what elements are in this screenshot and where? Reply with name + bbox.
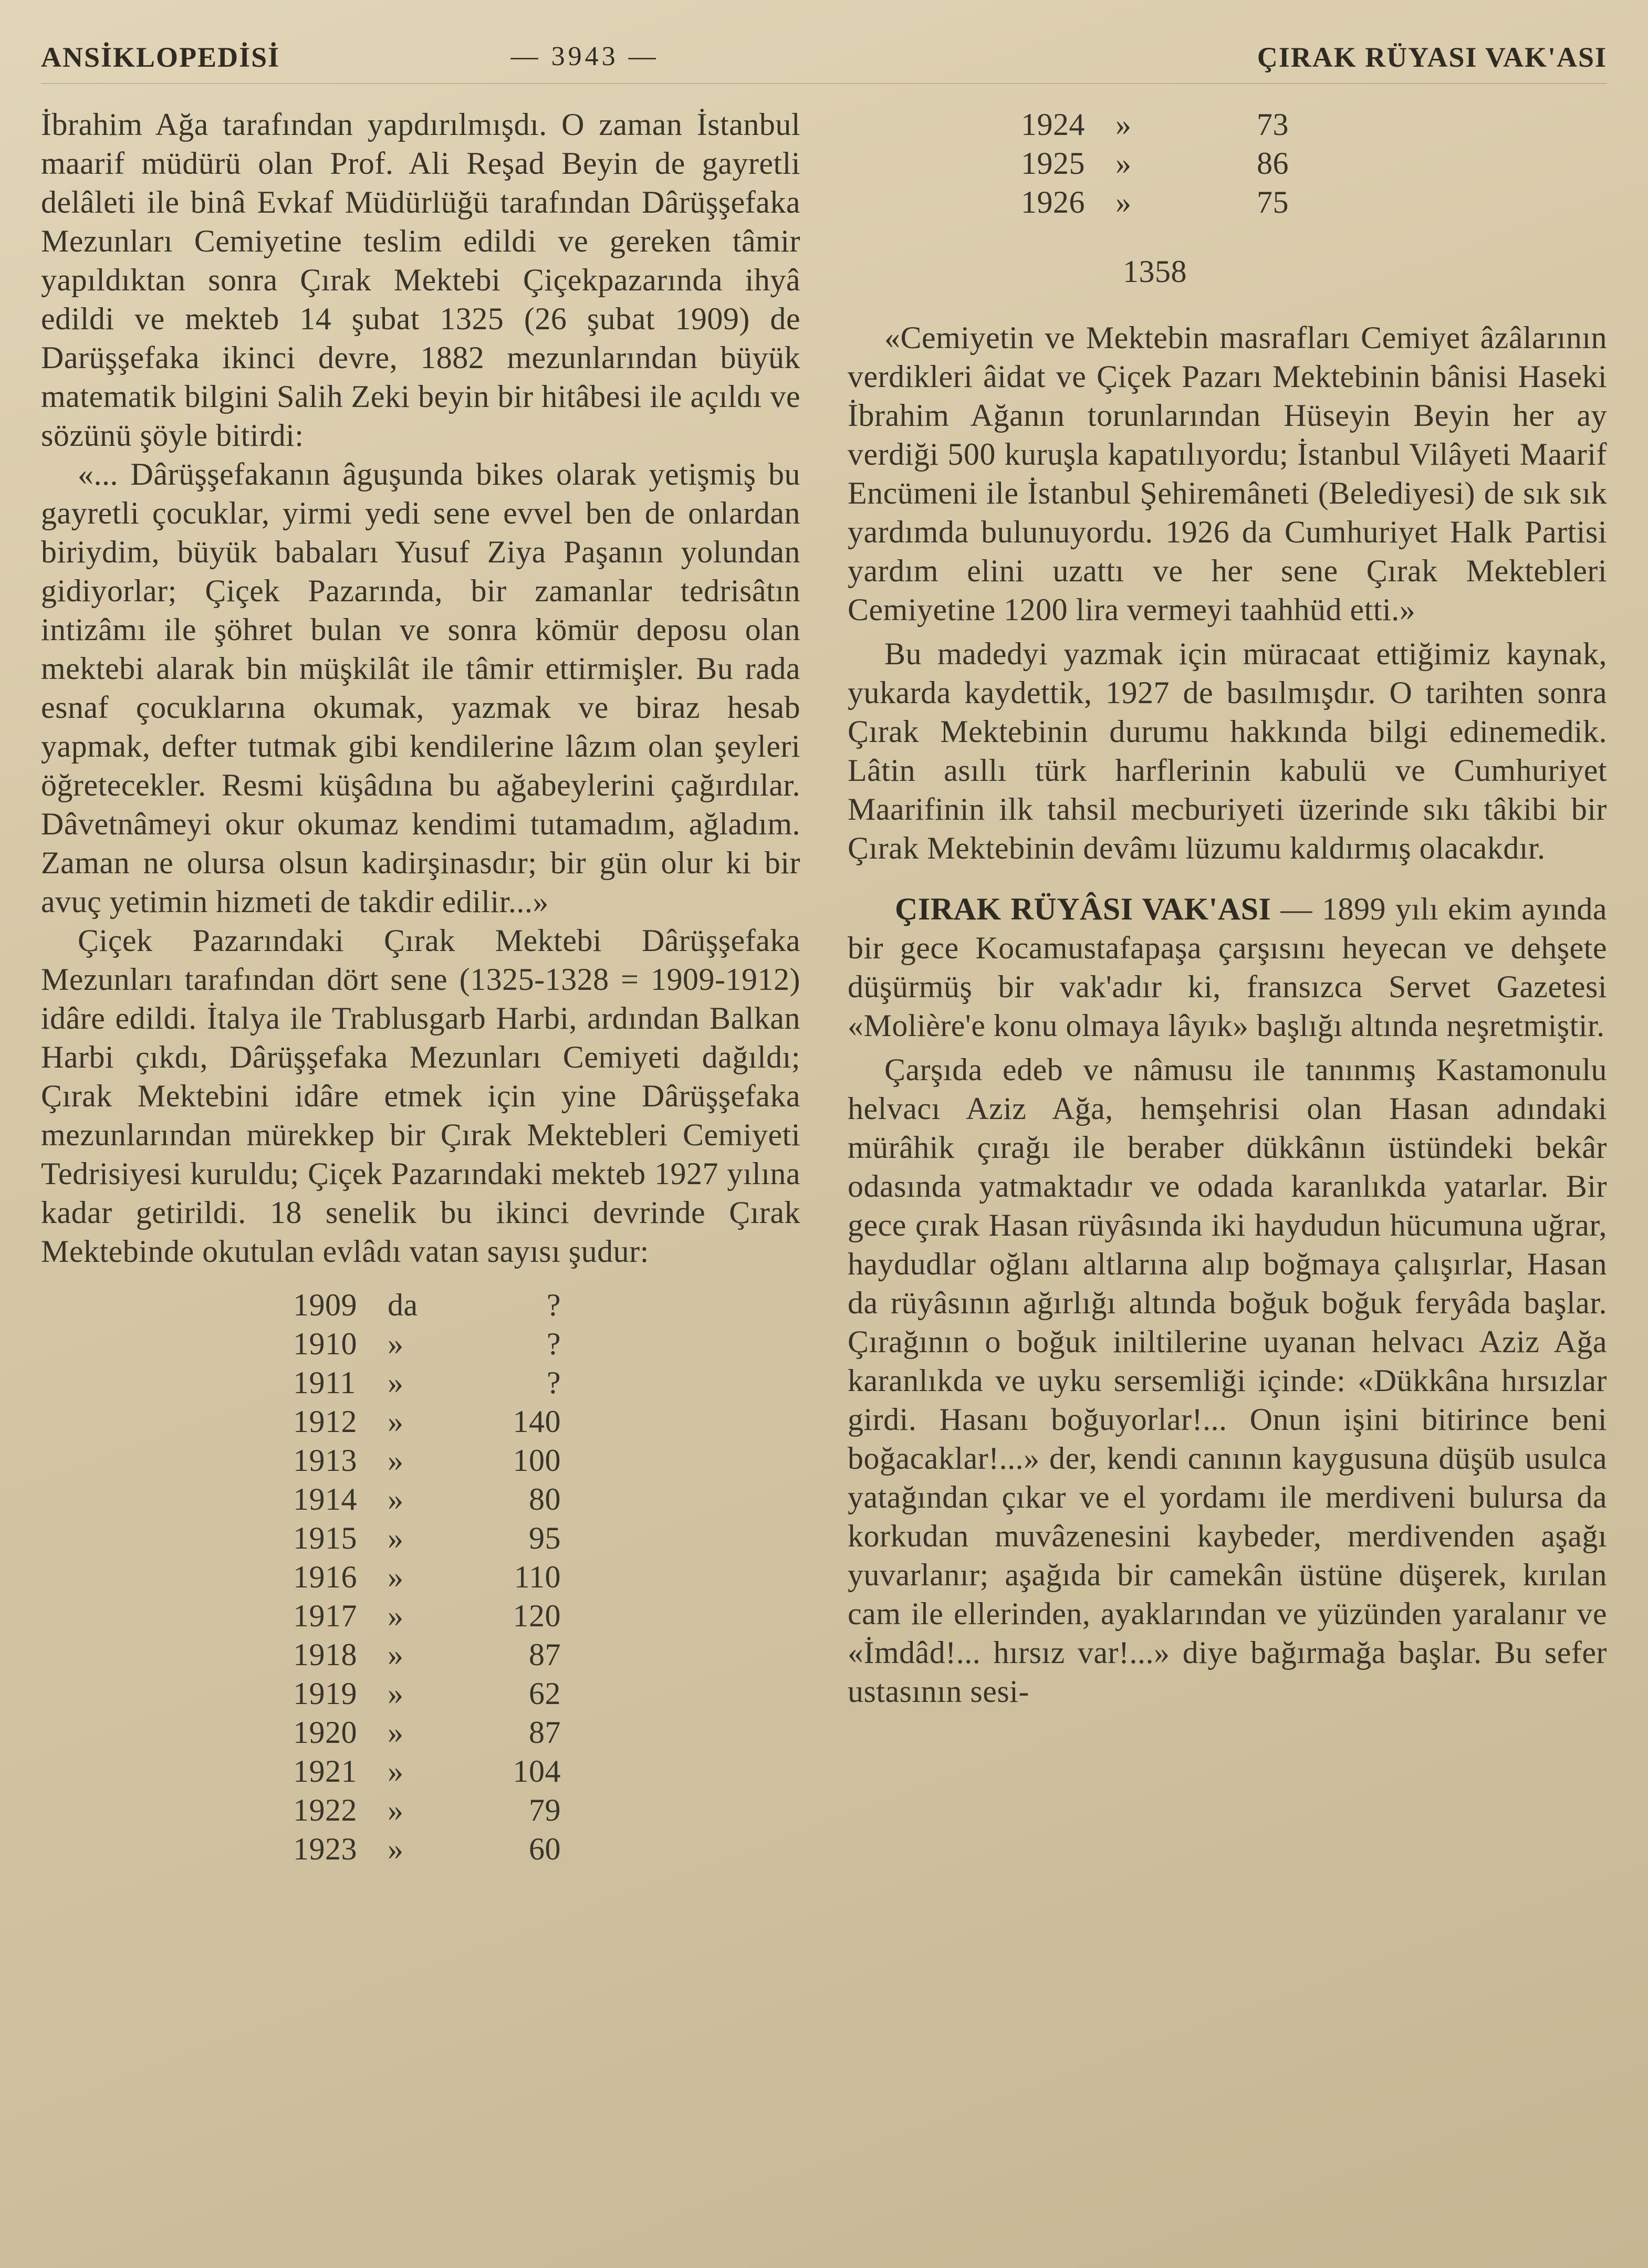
separator-cell: » (388, 1832, 404, 1866)
count-cell: 140 (513, 1404, 561, 1439)
table-row (293, 1713, 800, 1752)
student-count-table-continued (848, 105, 1607, 222)
student-count-total: 1358 (1123, 254, 1187, 289)
paragraph: Bu madedyi yazmak için müracaat ettiğimiz kaynak, yukarda kaydettik, 1927 de basılmışdır. O tarihten sonra Çırak Mektebinin durumu hakkında bilgi edinemedik. Lâtin asıllı türk harflerinin kabulü ve Cumhuriyet Maarifinin ilk tahsil mecburiyeti üzerinde sıkı tâkibi bir Çırak Mektebinin devâmı lüzumu kaldırmış olacakdır. (848, 636, 1607, 865)
count-cell: 73 (1257, 107, 1289, 142)
count-cell: 80 (529, 1482, 561, 1517)
separator-cell: » (388, 1443, 404, 1478)
year-cell: 1913 (293, 1443, 357, 1478)
separator-cell: » (388, 1521, 404, 1555)
table-row (293, 1596, 800, 1635)
page-number: — 3943 — (510, 41, 659, 71)
separator-cell: » (1115, 146, 1132, 181)
table-row (1021, 144, 1607, 183)
separator-cell: » (388, 1482, 404, 1517)
separator-cell: » (388, 1404, 404, 1439)
count-cell: 104 (513, 1754, 561, 1789)
table-row (293, 1674, 800, 1713)
count-cell: 87 (529, 1715, 561, 1750)
year-cell: 1914 (293, 1482, 357, 1517)
year-cell: 1926 (1021, 185, 1085, 220)
count-cell: 62 (529, 1676, 561, 1711)
year-cell: 1922 (293, 1793, 357, 1827)
paragraph: Çiçek Pazarındaki Çırak Mektebi Dârüşşefaka Mezunları tarafından dört sene (1325-1328 = 1909-1912) idâre edildi. İtalya ile Trablusgarb Harbi, ardından Balkan Harbi çıkdı, Dârüşşefaka Mezunları Cemiyeti dağıldı; Çırak Mektebini idâre etmek için yine Dârüşşefaka mezunlarından mürekkep bir Çırak Mektebleri Cemiyeti Tedrisiyesi kuruldu; Çiçek Pazarındaki mekteb 1927 yılına kadar getirildi. 18 senelik bu ikinci devrinde Çırak Mektebinde okutulan evlâdı vatan sayısı şudur: (41, 923, 800, 1269)
table-row (1021, 105, 1607, 144)
year-cell: 1916 (293, 1560, 357, 1594)
count-cell: 86 (1257, 146, 1289, 181)
year-cell: 1919 (293, 1676, 357, 1711)
separator-cell: » (388, 1676, 404, 1711)
student-count-table (41, 1285, 800, 1868)
separator-cell: » (388, 1637, 404, 1672)
table-row (293, 1635, 800, 1674)
left-column (41, 105, 800, 1868)
year-cell: 1912 (293, 1404, 357, 1439)
paragraph: Çarşıda edeb ve nâmusu ile tanınmış Kastamonulu helvacı Aziz Ağa, hemşehrisi olan Hasan adındaki mürâhik çırağı ile beraber dükkânın üstündeki bekâr odasında yatmaktadır ve odada karanlıkda yatarlar. Bir gece çırak Hasan rüyâsında iki haydudun hücumuna uğrar, haydudlar oğlanı altlarına alıp boğmaya çalışırlar, Hasan da rüyâsının ağırlığı altında boğuk boğuk feryâda başlar. Çırağının o boğuk iniltilerine uyanan helvacı Aziz Ağa karanlıkda ve uyku sersemliği içinde: «Dükkâna hırsızlar girdi. Hasanı boğuyorlar!... Onun işini bitirince beni boğacaklar!...» der, kendi canının kaygusuna düşüb usulca yatağından çıkar ve el yordamı ile merdiveni bulursa da korkudan muvâzenesini kaybeder, merdivenden aşağı yuvarlanır; aşağıda bir camekân üstüne düşerek, kırılan cam ile ellerinden, ayaklarından ve yüzünden yaralanır ve «İmdâd!... hırsız var!...» diye bağırmağa başlar. Bu sefer ustasının sesi- (848, 1052, 1607, 1709)
separator-cell: » (388, 1326, 404, 1361)
count-cell: 110 (514, 1560, 561, 1594)
separator-cell: » (388, 1793, 404, 1827)
year-cell: 1923 (293, 1832, 357, 1866)
running-title-right: ÇIRAK RÜYASI VAK'ASI (1257, 41, 1607, 73)
separator-cell: » (388, 1560, 404, 1594)
table-row (1021, 183, 1607, 222)
table-row (293, 1363, 800, 1402)
count-cell: 60 (529, 1832, 561, 1866)
separator-cell: » (1115, 107, 1132, 142)
count-cell: 87 (529, 1637, 561, 1672)
year-cell: 1909 (293, 1288, 357, 1322)
year-cell: 1924 (1021, 107, 1085, 142)
table-row (293, 1324, 800, 1363)
count-cell: 120 (513, 1598, 561, 1633)
running-title-left: ANSİKLOPEDİSİ (41, 41, 280, 73)
count-cell: ? (546, 1365, 561, 1400)
paragraph: «Cemiyetin ve Mektebin masrafları Cemiyet âzâlarının verdikleri âidat ve Çiçek Pazarı Mektebinin bânisi Haseki İbrahim Ağanın torunlarından Hüseyin Beyin her ay verdiği 500 kuruşla kapatılıyordu; İstanbul Vilâyeti Maarif Encümeni ile İstanbul Şehiremâneti (Belediyesi) de sık sık yardımda bulunuyordu. 1926 da Cumhuriyet Halk Partisi yardım elini uzattı ve her sene Çırak Mektebleri Cemiyetine 1200 lira vermeyi taahhüd etti.» (848, 320, 1607, 627)
table-row (293, 1402, 800, 1441)
table-row (293, 1519, 800, 1558)
separator-cell: da (388, 1288, 418, 1322)
separator-cell: » (388, 1365, 404, 1400)
page-header (41, 41, 1607, 83)
table-row (293, 1285, 800, 1324)
count-cell: ? (546, 1288, 561, 1322)
year-cell: 1920 (293, 1715, 357, 1750)
year-cell: 1921 (293, 1754, 357, 1789)
year-cell: 1911 (293, 1365, 356, 1400)
year-cell: 1915 (293, 1521, 357, 1555)
year-cell: 1918 (293, 1637, 357, 1672)
count-cell: 95 (529, 1521, 561, 1555)
year-cell: 1910 (293, 1326, 357, 1361)
table-row (293, 1480, 800, 1519)
table-row (293, 1558, 800, 1596)
count-cell: ? (546, 1326, 561, 1361)
table-row (293, 1752, 800, 1791)
table-row (293, 1791, 800, 1830)
separator-cell: » (1115, 185, 1132, 220)
table-row (293, 1830, 800, 1868)
paragraph: «... Dârüşşefakanın âguşunda bikes olarak yetişmiş bu gayretli çocuklar, yirmi yedi sene evvel ben de onlardan biriydim, büyük babaları Yusuf Ziya Paşanın yolundan gidiyorlar; Çiçek Pazarında, bir zamanlar tedrisâtın intizâmı ile şöhret bulan ve sonra kömür deposu olan mektebi alarak bin müşkilât ile tâmir ettirmişler. Bu rada esnaf çocuklarına okumak, yazmak ve biraz hesab yapmak, defter tutmak gibi kendilerine lâzım olan şeyleri öğretecekler. Resmi küşâdına bu ağabeylerini çağırdılar. Dâvetnâmeyi okur okumaz kendimi tutamadım, ağladım. Zaman ne olursa olsun kadirşinasdır; bir gün olur ki bir avuç yetimin hizmeti de takdir edilir...» (41, 457, 800, 919)
year-cell: 1917 (293, 1598, 357, 1633)
year-cell: 1925 (1021, 146, 1085, 181)
entry-paragraph (848, 890, 1607, 1045)
paragraph: İbrahim Ağa tarafından yapdırılmışdı. O zaman İstanbul maarif müdürü olan Prof. Ali Reşad Beyin de gayretli delâleti ile binâ Evkaf Müdürlüğü tarafından Dârüşşefaka Mezunları Cemiyetine teslim edildi ve gereken tâmir yapıldıktan sonra Çırak Mektebi Çiçekpazarında ihyâ edildi ve mekteb 14 şubat 1325 (26 şubat 1909) de Darüşşefaka ikinci devre, 1882 mezunlarından büyük matematik bilgini Salih Zeki beyin bir hitâbesi ile açıldı ve sözünü şöyle bitirdi: (41, 107, 800, 453)
right-column (848, 105, 1607, 1868)
separator-cell: » (388, 1715, 404, 1750)
separator-cell: » (388, 1598, 404, 1633)
two-column-layout (41, 105, 1607, 1868)
entry-title: ÇIRAK RÜYÂSI VAK'ASI (895, 892, 1271, 926)
count-cell: 75 (1257, 185, 1289, 220)
count-cell: 79 (529, 1793, 561, 1827)
separator-cell: » (388, 1754, 404, 1789)
header-rule (41, 83, 1607, 84)
count-cell: 100 (513, 1443, 561, 1478)
table-row (293, 1441, 800, 1480)
entry-text: — 1899 yılı ekim ayında bir gece Kocamustafapaşa çarşısını heyecan ve dehşete düşürmüş bir vak'adır ki, fransızca Servet Gazetesi «Molière'e konu olmaya lâyık» başlığı altında neşretmiştir. (848, 892, 1608, 1043)
